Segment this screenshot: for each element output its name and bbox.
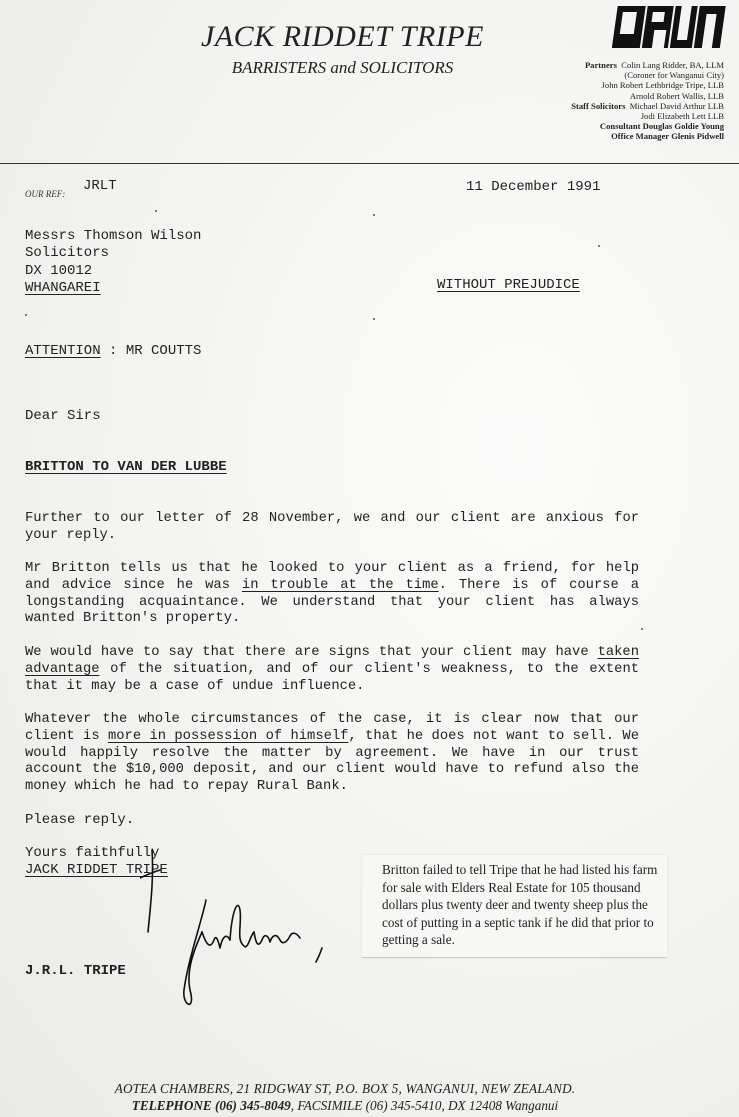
- valediction: Yours faithfully: [25, 845, 160, 861]
- body-paragraph: Further to our letter of 28 November, we and our client are anxious for your reply.: [25, 511, 639, 543]
- jrlt-logo: [612, 4, 728, 50]
- partner-name: Colin Lang Ridder, BA, LLM: [621, 60, 724, 70]
- paper-speck: [155, 210, 157, 212]
- without-prejudice-notice: WITHOUT PREJUDICE: [437, 277, 580, 293]
- recipient-city: WHANGAREI: [25, 279, 101, 296]
- footer-contact-rest: , FACSIMILE (06) 345-5410, DX 12408 Wanganui: [290, 1098, 559, 1113]
- partner-note: (Coroner for Wanganui City): [624, 70, 724, 81]
- recipient-line: Solicitors: [25, 245, 110, 262]
- recipient-line: DX 10012: [25, 262, 93, 279]
- footer-telephone: TELEPHONE (06) 345-8049: [131, 1098, 291, 1113]
- letter-subject: BRITTON TO VAN DER LUBBE: [25, 459, 227, 475]
- paper-speck: [641, 628, 643, 630]
- annotation-note-slip: [362, 855, 667, 958]
- signatory-name: J.R.L. TRIPE: [25, 963, 126, 979]
- staff-name: Jodi Elizabeth Lett LLB: [640, 111, 724, 122]
- paragraph-text: We would have to say that there are signs that your client may have: [25, 645, 598, 660]
- attention-value: : MR COUTTS: [100, 343, 202, 359]
- underlined-phrase: more in possession of himself: [107, 728, 349, 744]
- paper-speck: [598, 245, 600, 247]
- partner-name: Arnold Robert Wallis, LLB: [629, 90, 724, 101]
- salutation: Dear Sirs: [25, 408, 101, 424]
- closing-request: Please reply.: [25, 812, 135, 828]
- body-paragraph: [25, 561, 639, 628]
- letterhead-divider: [0, 163, 739, 164]
- staff-label: Staff Solicitors: [571, 100, 626, 111]
- firm-partners-list: [520, 60, 724, 142]
- paragraph-text: , that he does not want to sell. We would happily resolve the matter by agreement. We have in our trust account the $10,000 deposit, and our client would have to refund also the money which he had to repay Rural Bank.: [25, 728, 639, 795]
- firm-signoff: JACK RIDDET TRIPE: [25, 862, 168, 878]
- paper-speck: [373, 214, 375, 216]
- underlined-phrase: in trouble at the time: [241, 577, 439, 593]
- footer-address: AOTEA CHAMBERS, 21 RIDGWAY ST, P.O. BOX 5, WANGANUI, NEW ZEALAND.: [114, 1081, 576, 1096]
- underlined-phrase: taken advantage: [25, 645, 639, 677]
- letter-date: 11 December 1991: [466, 179, 601, 195]
- partner-name: John Robert Lethbridge Tripe, LLB: [601, 80, 724, 91]
- partners-label: Partners: [584, 60, 617, 70]
- our-ref-label: OUR REF:: [25, 189, 66, 199]
- body-paragraph: [25, 712, 639, 796]
- attention-line: [25, 343, 201, 359]
- recipient-address: [25, 228, 201, 297]
- paper-speck: [373, 318, 375, 320]
- handwritten-signature: [140, 840, 340, 1020]
- paragraph-text: Whatever the whole circumstances of the case, it is clear now that our client is: [25, 712, 639, 744]
- staff-name: Michael David Arthur LLB: [629, 100, 724, 111]
- paragraph-text: of the situation, and of our client's weakness, to the extent that it may be a case of undue influence.: [25, 661, 639, 694]
- our-ref-value: JRLT: [83, 178, 117, 194]
- recipient-line: Messrs Thomson Wilson: [25, 228, 202, 244]
- office-manager-name: Glenis Pidwell: [671, 131, 724, 142]
- footer-contact: [0, 1098, 690, 1114]
- firm-subtitle: BARRISTERS and SOLICITORS: [231, 58, 454, 77]
- annotation-note-text: Britton failed to tell Tripe that he had listed his farm for sale with Elders Real Estate for 105 thousand dollars plus twenty deer and twenty sheep plus the cost of putting in a septic tank if he did that prior to getting a sale.: [382, 862, 658, 947]
- firm-name: JACK RIDDET TRIPE: [201, 20, 484, 53]
- attention-label: ATTENTION: [25, 343, 101, 359]
- consultant-label: Consultant: [599, 121, 641, 132]
- paragraph-text: Mr Britton tells us that he looked to your client as a friend, for help and advice since he was: [25, 561, 639, 593]
- paper-speck: [25, 314, 27, 316]
- office-manager-label: Office Manager: [611, 131, 670, 142]
- body-paragraph: [25, 645, 639, 695]
- paragraph-text: . There is of course a longstanding acquaintance. We understand that your client has always wanted Britton's property.: [25, 577, 639, 627]
- consultant-name: Douglas Goldie Young: [642, 121, 724, 132]
